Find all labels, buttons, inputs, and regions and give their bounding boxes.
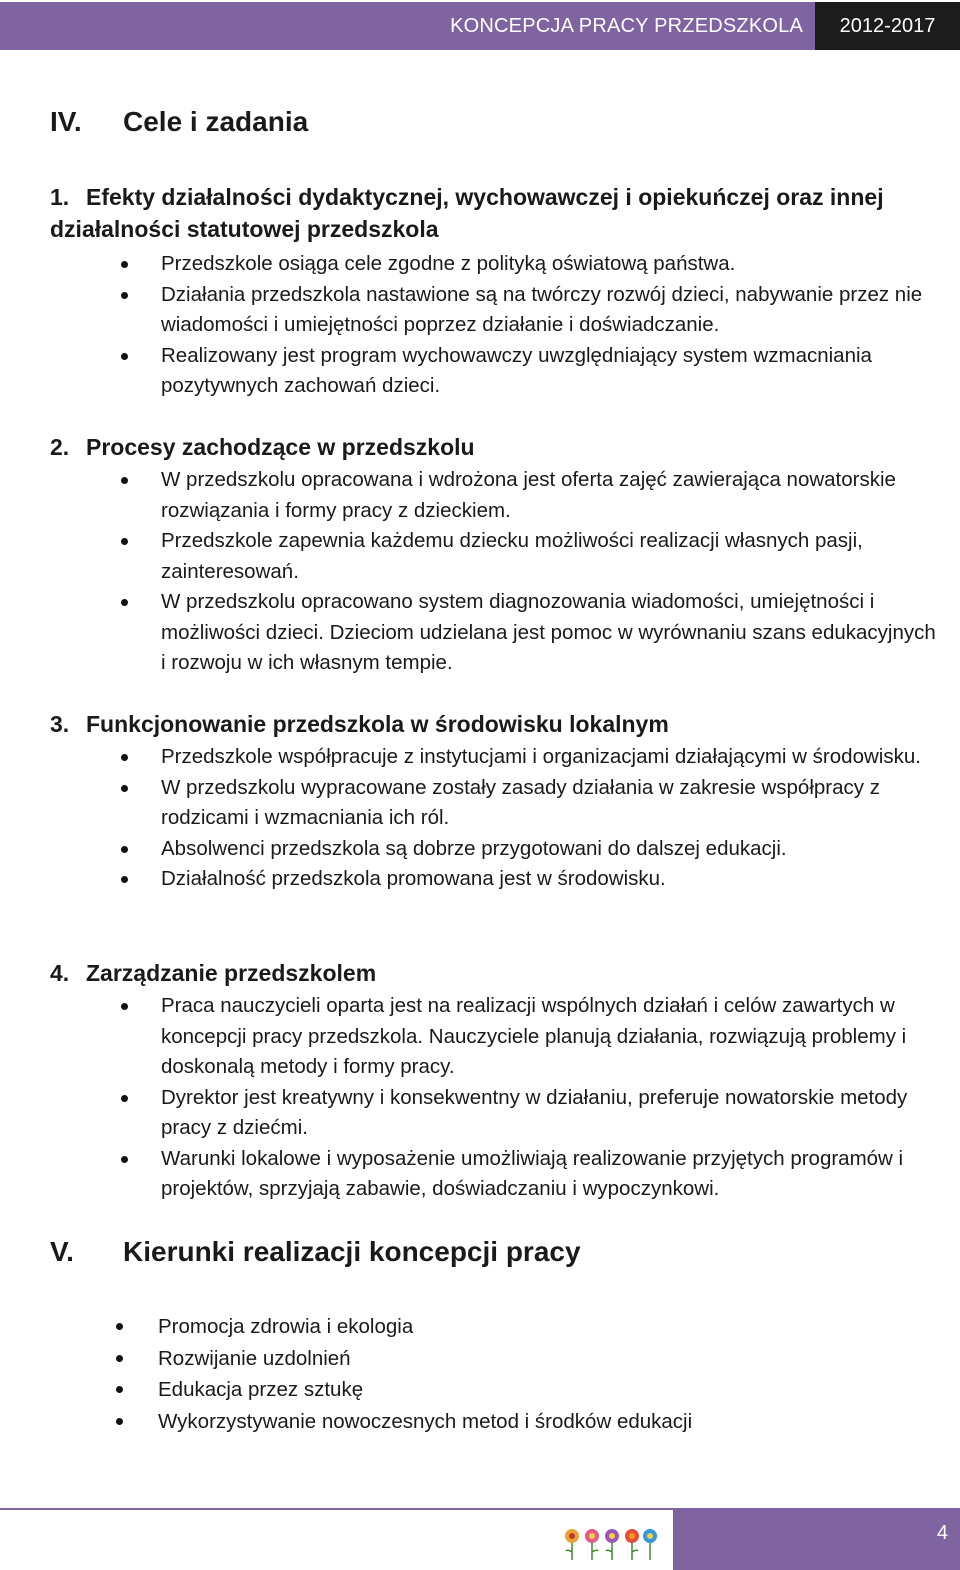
- section-3-heading: [50, 708, 910, 740]
- list-item-text: Edukacja przez sztukę: [158, 1378, 364, 1401]
- chapter-v-title: Kierunki realizacji koncepcji pracy: [123, 1236, 581, 1267]
- list-item: [0, 742, 960, 773]
- section-4-heading: [50, 957, 910, 989]
- list-item: [0, 991, 960, 1083]
- list-item-text: W przedszkolu opracowana i wdrożona jest oferta zajęć zawierająca nowatorskie rozwiązania i formy pracy z dzieckiem.: [161, 468, 896, 522]
- section-4-number: 4.: [50, 960, 70, 986]
- list-item-text: Przedszkole zapewnia każdemu dziecku możliwości realizacji własnych pasji, zainteresowań.: [161, 529, 863, 583]
- section-3-list: [0, 742, 960, 895]
- bullet-icon: [121, 754, 128, 761]
- section-2-list: [0, 465, 960, 679]
- section-2-title: Procesy zachodzące w przedszkolu: [86, 434, 475, 460]
- list-item-text: Praca nauczycieli oparta jest na realizacji wspólnych działań i celów zawartych w koncepcji pracy przedszkola. Nauczyciele planują działania, rozwiązują problemy i doskonalą metody i formy pracy.: [161, 994, 907, 1078]
- list-item: [0, 1144, 960, 1205]
- list-item: [0, 864, 960, 895]
- section-2-number: 2.: [50, 434, 70, 460]
- bullet-icon: [121, 599, 128, 606]
- list-item-text: Promocja zdrowia i ekologia: [158, 1315, 414, 1338]
- list-item: [0, 249, 960, 280]
- list-item: [0, 587, 960, 679]
- list-item-text: W przedszkolu wypracowane zostały zasady działania w zakresie współpracy z rodzicami i wzmacniania ich ról.: [161, 775, 880, 829]
- chapter-iv-title: Cele i zadania: [123, 106, 309, 137]
- section-3-number: 3.: [50, 711, 70, 737]
- bullet-icon: [121, 1095, 128, 1102]
- footer-band: [673, 1510, 960, 1570]
- section-1-title: Efekty działalności dydaktycznej, wychowawczej i opiekuńczej oraz innej działalności statutowej przedszkola: [50, 184, 884, 242]
- section-4-list: [0, 991, 960, 1205]
- list-item-text: Przedszkole osiąga cele zgodne z polityką oświatową państwa.: [161, 252, 736, 275]
- header-title-band: [0, 2, 815, 50]
- list-item-text: Realizowany jest program wychowawczy uwzględniający system wzmacniania pozytywnych zachowań dzieci.: [161, 343, 872, 397]
- section-1-number: 1.: [50, 184, 70, 210]
- list-item: [0, 526, 960, 587]
- page-header: [0, 0, 960, 52]
- list-item-text: W przedszkolu opracowano system diagnozowania wiadomości, umiejętności i możliwości dzieci. Dzieciom udzielana jest pomoc w wyrównaniu szans edukacyjnych i rozwoju w ich własnym tempie.: [161, 590, 936, 674]
- list-item: [0, 834, 960, 865]
- list-item-text: Działania przedszkola nastawione są na twórczy rozwój dzieci, nabywanie przez nie wiadomości i umiejętności poprzez działanie i doświadczanie.: [161, 282, 923, 336]
- list-item-text: Działalność przedszkola promowana jest w środowisku.: [161, 867, 666, 890]
- bullet-icon: [116, 1418, 123, 1425]
- bullet-icon: [116, 1386, 123, 1393]
- header-title: KONCEPCJA PRACY PRZEDSZKOLA: [450, 15, 803, 37]
- list-item: [0, 1083, 960, 1144]
- list-item-text: Dyrektor jest kreatywny i konsekwentny w działaniu, preferuje nowatorskie metody pracy z dziećmi.: [161, 1085, 908, 1139]
- list-item: [0, 1311, 960, 1343]
- bullet-icon: [116, 1355, 123, 1362]
- list-item: [0, 341, 960, 402]
- header-year: 2012-2017: [839, 15, 936, 37]
- bullet-icon: [121, 538, 128, 545]
- list-item: [0, 1374, 960, 1406]
- bullet-icon: [121, 261, 128, 268]
- list-item: [0, 1343, 960, 1375]
- section-2-heading: [50, 431, 910, 463]
- header-year-band: [815, 2, 960, 50]
- bullet-icon: [121, 1003, 128, 1010]
- bullet-icon: [121, 353, 128, 360]
- bullet-icon: [121, 1156, 128, 1163]
- list-item-text: Warunki lokalowe i wyposażenie umożliwiają realizowanie przyjętych programów i projektów, sprzyjają zabawie, doświadczaniu i wypoczynkowi.: [161, 1146, 904, 1200]
- list-item-text: Przedszkole współpracuje z instytucjami i organizacjami działającymi w środowisku.: [161, 745, 921, 768]
- bullet-icon: [121, 846, 128, 853]
- chapter-v-list: [0, 1311, 960, 1437]
- bullet-icon: [121, 477, 128, 484]
- bullet-icon: [121, 785, 128, 792]
- flowers-logo-icon: [560, 1524, 660, 1564]
- list-item: [0, 280, 960, 341]
- bullet-icon: [116, 1323, 123, 1330]
- list-item-text: Absolwenci przedszkola są dobrze przygotowani do dalszej edukacji.: [161, 836, 787, 860]
- list-item-text: Rozwijanie uzdolnień: [158, 1346, 351, 1370]
- list-item-text: Wykorzystywanie nowoczesnych metod i środków edukacji: [158, 1409, 693, 1433]
- bullet-icon: [121, 876, 128, 883]
- page-number: 4: [936, 1522, 948, 1544]
- section-4-title: Zarządzanie przedszkolem: [86, 960, 377, 986]
- bullet-icon: [121, 292, 128, 299]
- section-3-title: Funkcjonowanie przedszkola w środowisku lokalnym: [86, 711, 669, 737]
- list-item: [0, 773, 960, 834]
- section-1-heading: [50, 181, 910, 245]
- section-1-list: [0, 249, 960, 402]
- chapter-iv-number: IV.: [50, 106, 82, 137]
- chapter-v-number: V.: [50, 1236, 74, 1267]
- list-item: [0, 465, 960, 526]
- list-item: [0, 1406, 960, 1438]
